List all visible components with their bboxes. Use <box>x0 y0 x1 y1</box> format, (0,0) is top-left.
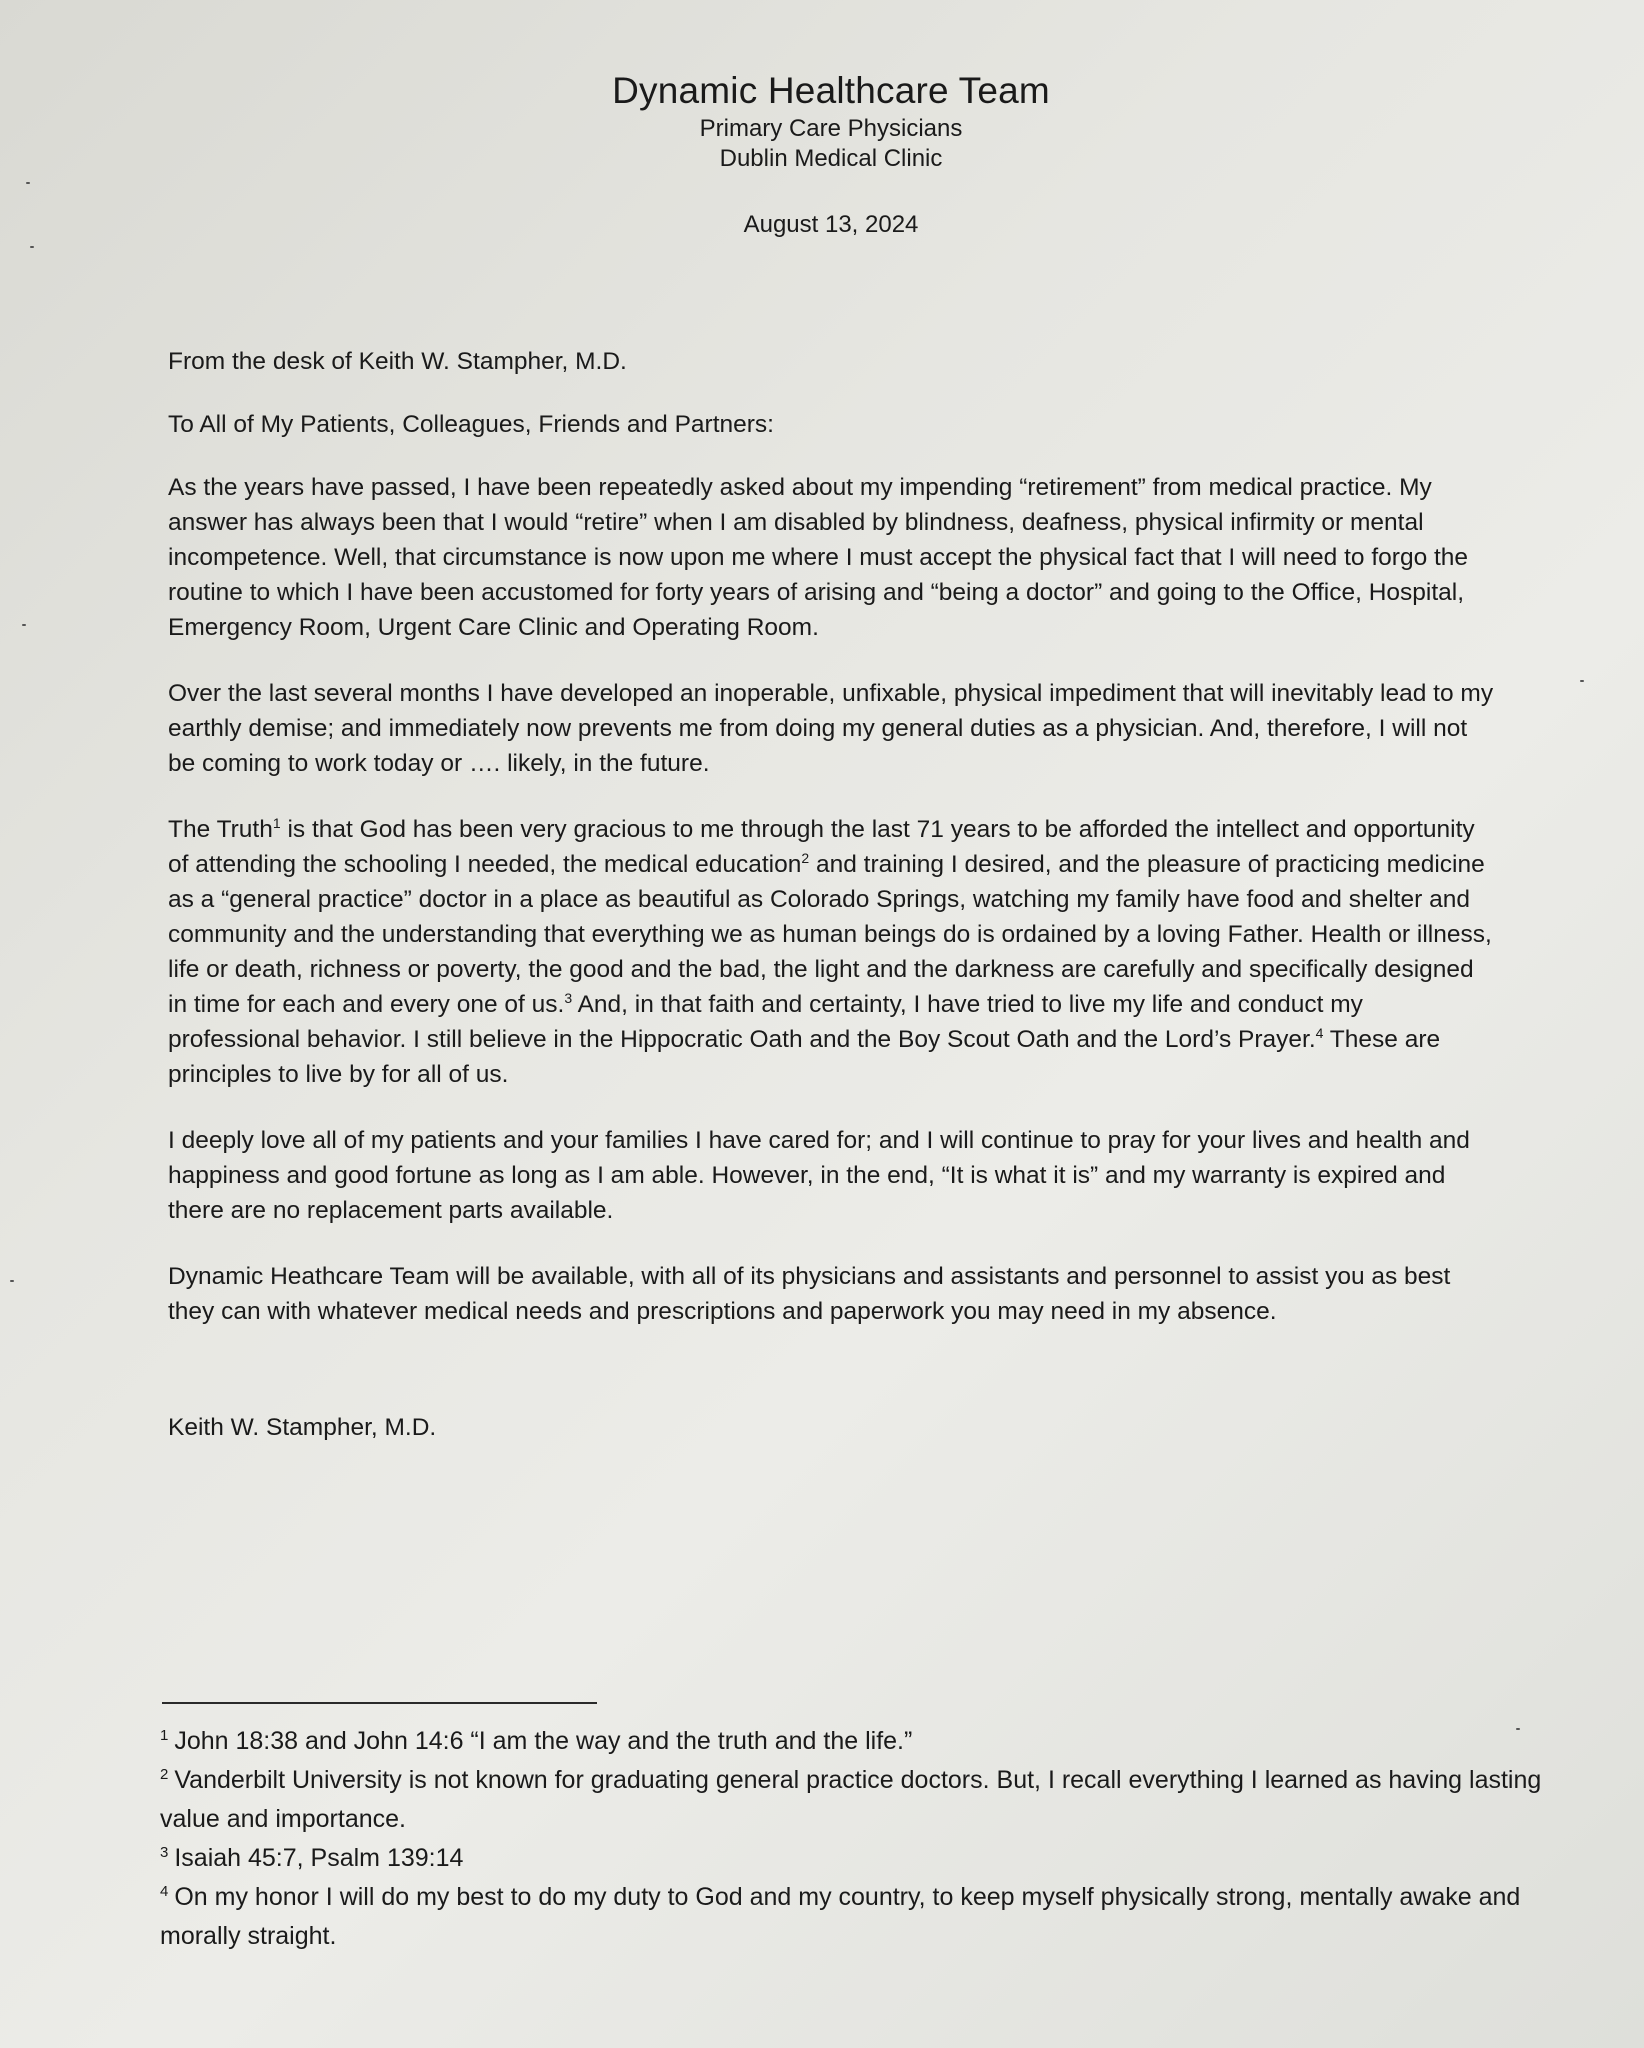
organization-name: Dynamic Healthcare Team <box>612 70 1050 111</box>
truth-segment-3: and training I desired, and the pleasure of practicing medicine as a “general practice” doctor in a place as beautiful as Colorado Springs, watching my family have food and shelter and community and the understanding that everything we as human beings do is ordained by a loving Father. Health or illness, life or death, richness or poverty, the good and the bad, the light and the darkness are carefully and specifically designed in time for each and every one of us. <box>168 851 1492 1018</box>
footnote-ref-3: 3 <box>564 989 573 1006</box>
footnote-3 <box>160 1839 1560 1878</box>
footnote-text: Isaiah 45:7, Psalm 139:14 <box>174 1844 464 1872</box>
footnote-number: 1 <box>160 1726 169 1744</box>
paper-speck <box>1580 680 1584 682</box>
truth-segment-4: And, in that faith and certainty, I have tried to live my life and conduct my professional behavior. I still believe in the Hippocratic Oath and the Boy Scout Oath and the Lord’s Prayer. <box>168 991 1363 1053</box>
footnote-1 <box>160 1722 1560 1761</box>
salutation: To All of My Patients, Colleagues, Friends and Partners: <box>168 411 774 438</box>
letterhead <box>168 68 1494 240</box>
paragraph-truth <box>168 812 1494 1092</box>
paragraph-patients: I deeply love all of my patients and your families I have cared for; and I will continue to pray for your lives and health and happiness and good fortune as long as I am able. However, in the end, “It is what it is” and my warranty is expired and there are no replacement parts available. <box>168 1127 1470 1224</box>
paper-speck <box>1516 1728 1520 1730</box>
letter-date: August 13, 2024 <box>743 211 919 238</box>
footnote-text: John 18:38 and John 14:6 “I am the way and the truth and the life.” <box>174 1727 913 1755</box>
paper-speck <box>22 624 26 626</box>
footnote-2 <box>160 1761 1560 1839</box>
footnote-ref-2: 2 <box>801 849 810 866</box>
truth-segment-5: These are principles to live by for all of us. <box>168 1026 1441 1088</box>
footnote-text: On my honor I will do my best to do my duty to God and my country, to keep myself physically strong, mentally awake and morally straight. <box>160 1883 1521 1950</box>
paper-speck <box>30 246 34 248</box>
footnote-number: 3 <box>160 1843 169 1861</box>
signature-name: Keith W. Stampher, M.D. <box>168 1414 437 1441</box>
from-line: From the desk of Keith W. Stampher, M.D. <box>168 348 627 375</box>
paragraph-team-availability: Dynamic Heathcare Team will be available, with all of its physicians and assistants and personnel to assist you as best they can with whatever medical needs and prescriptions and paperwork you may need in my absence. <box>168 1263 1451 1325</box>
truth-segment-1: The Truth <box>168 816 273 843</box>
paragraph-impediment: Over the last several months I have developed an inoperable, unfixable, physical impediment that will inevitably lead to my earthly demise; and immediately now prevents me from doing my general duties as a physician. And, therefore, I will not be coming to work today or …. likely, in the future. <box>168 680 1494 777</box>
footnote-divider <box>162 1702 597 1704</box>
paper-speck <box>26 182 30 184</box>
clinic-name: Dublin Medical Clinic <box>719 145 943 172</box>
footnote-4 <box>160 1878 1560 1956</box>
letter-body <box>168 344 1494 1329</box>
footnote-text: Vanderbilt University is not known for graduating general practice doctors. But, I recall everything I learned as having lasting value and importance. <box>160 1766 1542 1833</box>
practice-type: Primary Care Physicians <box>699 115 963 142</box>
footnotes <box>160 1722 1560 1956</box>
footnote-number: 4 <box>160 1882 169 1900</box>
footnote-ref-4: 4 <box>1315 1024 1324 1041</box>
paper-speck <box>10 1280 14 1282</box>
paragraph-retirement: As the years have passed, I have been repeatedly asked about my impending “retirement” from medical practice. My answer has always been that I would “retire” when I am disabled by blindness, deafness, physical infirmity or mental incompetence. Well, that circumstance is now upon me where I must accept the physical fact that I will need to forgo the routine to which I have been accustomed for forty years of arising and “being a doctor” and going to the Office, Hospital, Emergency Room, Urgent Care Clinic and Operating Room. <box>168 474 1469 641</box>
footnote-ref-1: 1 <box>272 814 281 831</box>
footnote-number: 2 <box>160 1765 169 1783</box>
truth-segment-2: is that God has been very gracious to me through the last 71 years to be afforded the intellect and opportunity of attending the schooling I needed, the medical education <box>168 816 1475 878</box>
